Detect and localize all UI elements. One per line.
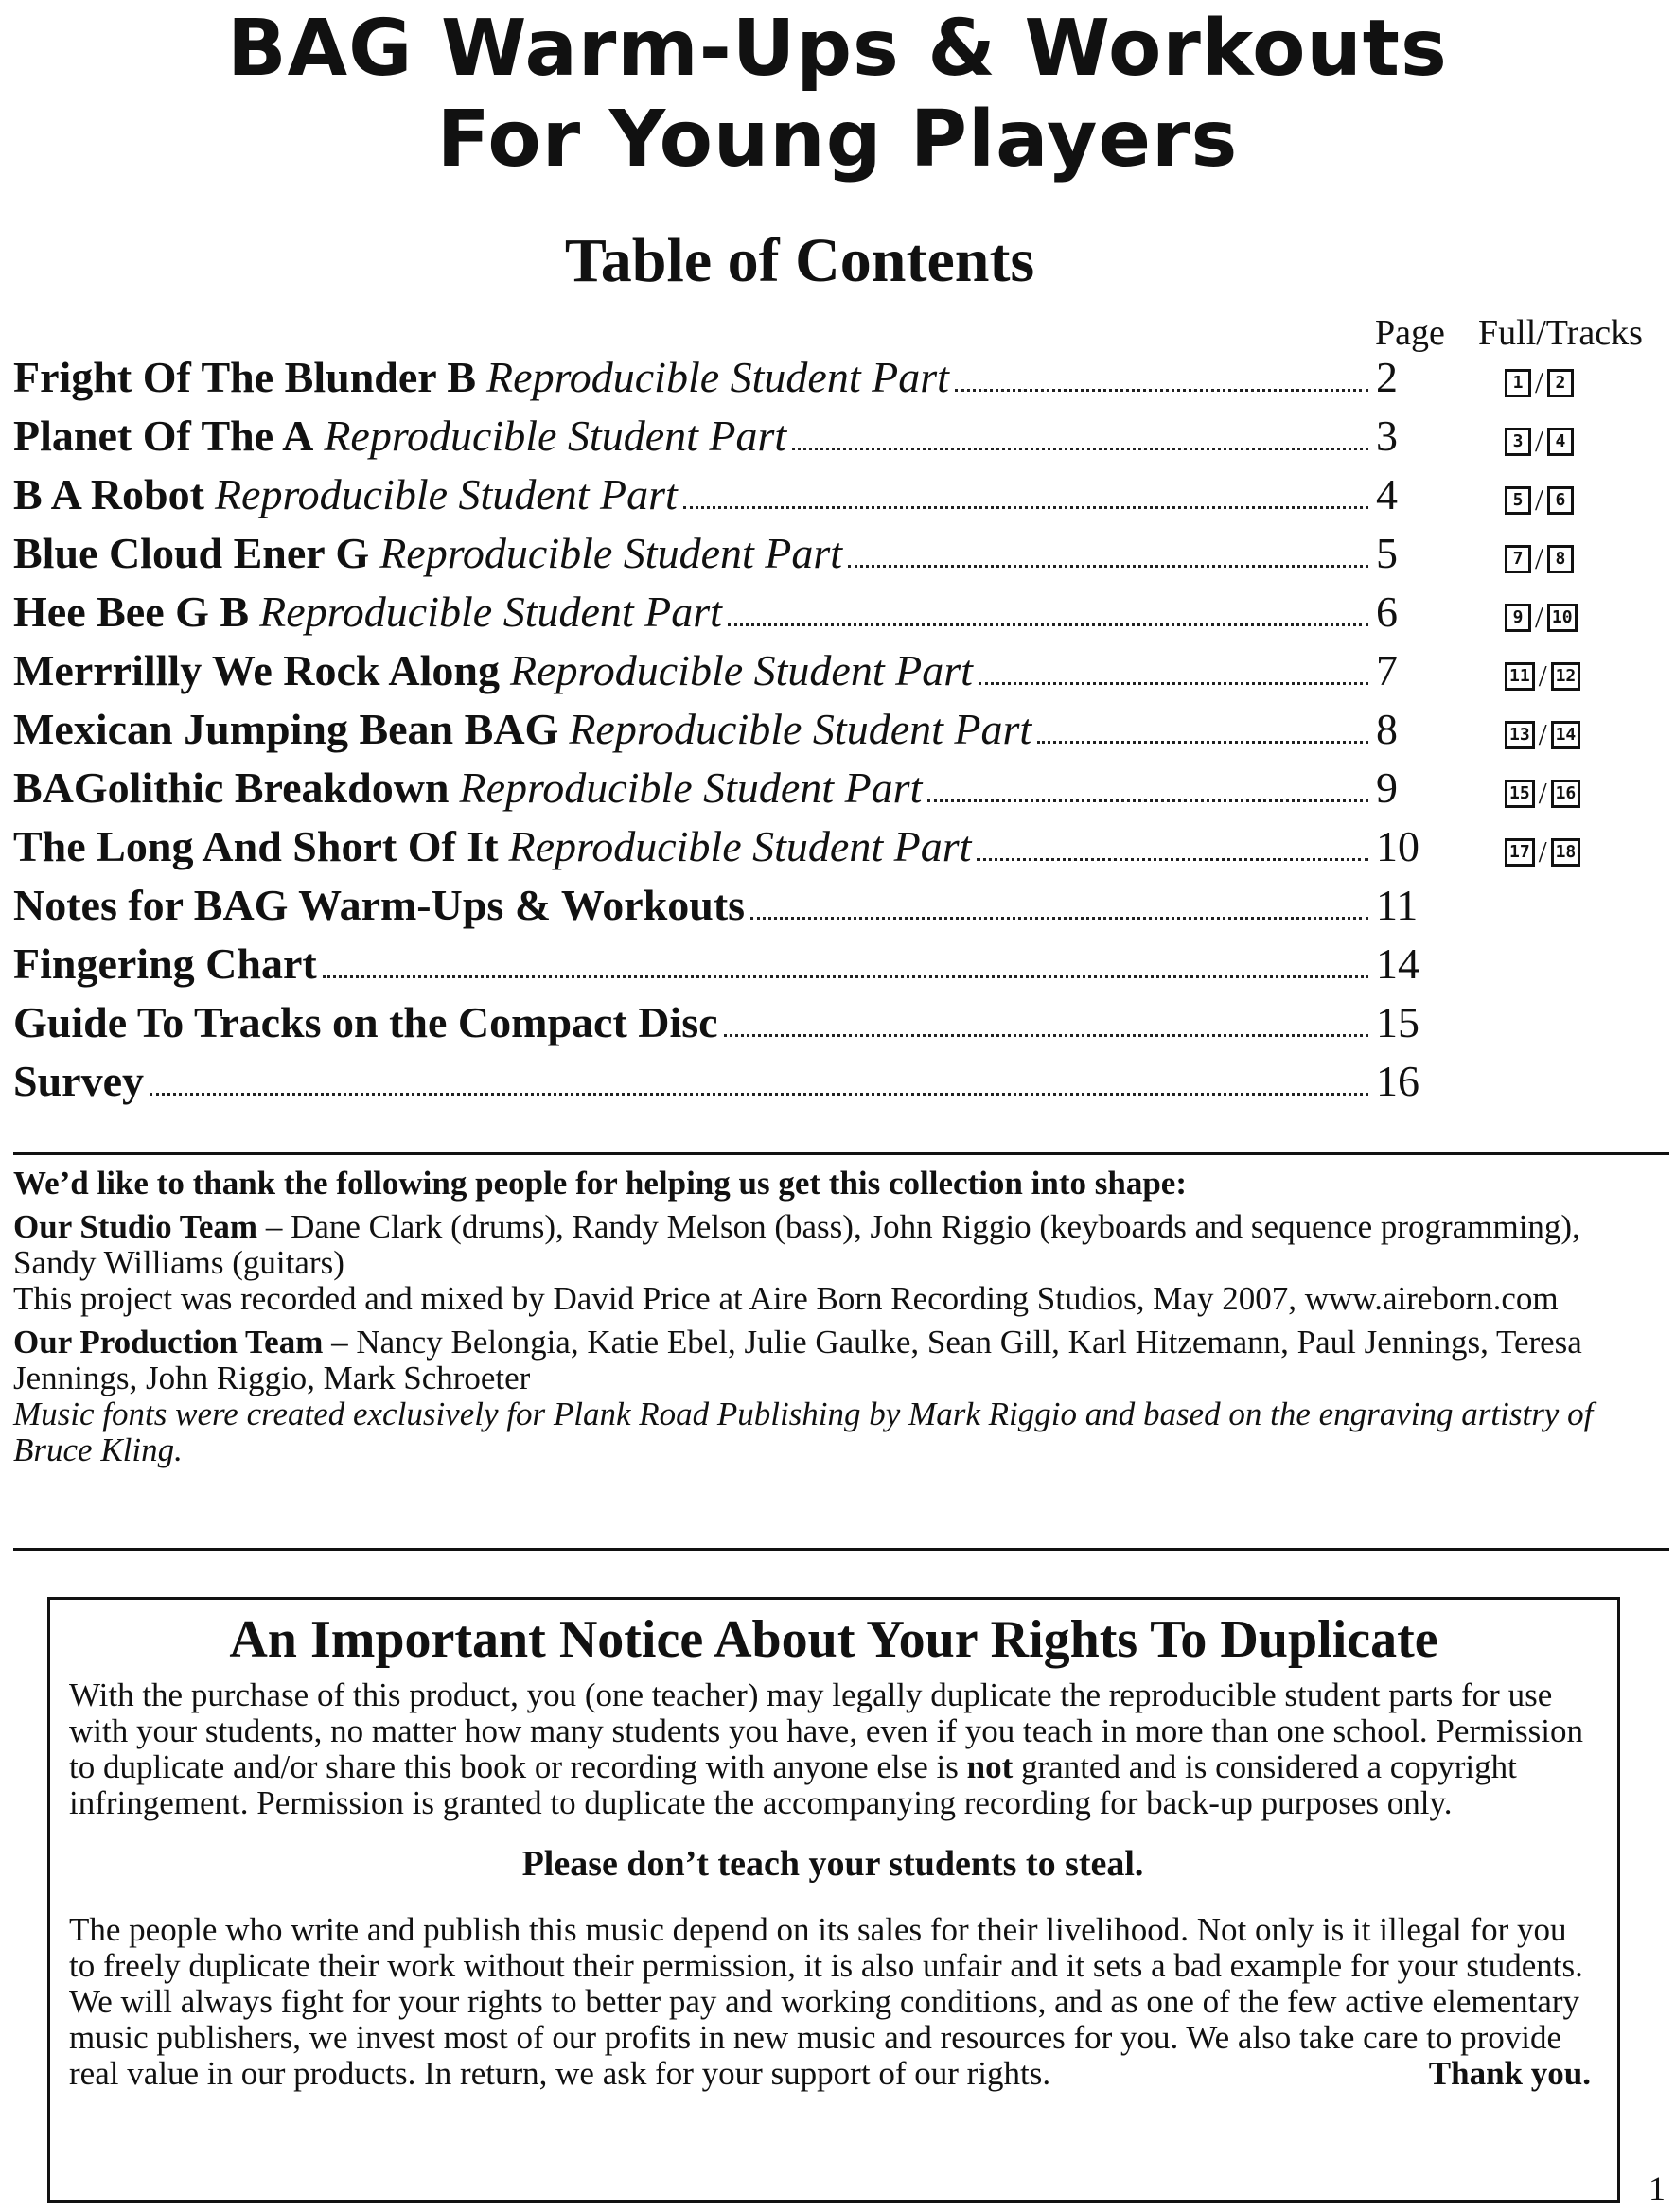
track-separator: / <box>1538 834 1547 869</box>
track-separator: / <box>1535 541 1543 575</box>
toc-subtitle: Reproducible Student Part <box>510 646 973 694</box>
recorded-text: This project was recorded and mixed by David Price at Aire Born Recording Studios, May 2007, www.aireborn.com <box>13 1280 1559 1317</box>
toc-row <box>13 763 1577 821</box>
steal-message: Please don’t teach your students to steal. <box>521 1844 1144 1884</box>
toc-tracks <box>1505 600 1578 635</box>
fonts-note: Music fonts were created exclusively for Plank Road Publishing by Mark Riggio and based on the engraving artistry of Bruce Kling. <box>13 1396 1594 1468</box>
notice-text: granted and is considered a copyright infringement. Permission is granted to duplicate the accompanying recording for back-up purposes only. <box>69 1748 1517 1821</box>
notice-text: The people who write and publish this music depend on its sales for their livelihood. Not only is it illegal for you to freely duplicate their work without their permission, it is also unfair and it sets a bad example for your students. We will always fight for your rights to better pay and working conditions, and as one of the few active elementary music publishers, we invest most of our profits in new music and resources for you. We also take care to provide real value in our products. In return, we ask for your support of our rights. <box>69 1911 1583 2092</box>
toc-title: Merrrillly We Rock Along <box>13 646 501 694</box>
column-header-page: Page <box>1375 313 1445 353</box>
track-separator: / <box>1538 717 1547 751</box>
accompaniment-track-number: 10 <box>1547 604 1578 632</box>
toc-tracks <box>1505 717 1580 752</box>
toc-subtitle: Reproducible Student Part <box>324 412 787 460</box>
credits-intro: We’d like to thank the following people for helping us get this collection into shape: <box>13 1165 1187 1202</box>
table-of-contents <box>13 352 1577 1115</box>
notice-body <box>50 1677 1617 2092</box>
toc-tracks <box>1505 658 1580 693</box>
toc-page-number: 16 <box>1376 1057 1419 1105</box>
toc-title: Fingering Chart <box>13 939 317 988</box>
notice-title: An Important Notice About Your Rights To Duplicate <box>229 1610 1438 1669</box>
full-track-number: 7 <box>1505 545 1531 573</box>
toc-subtitle: Reproducible Student Part <box>486 353 949 401</box>
notice-emphasis: not <box>966 1748 1014 1785</box>
toc-page-number: 7 <box>1376 646 1398 694</box>
production-team-label: Our Production Team <box>13 1324 324 1361</box>
full-track-number: 1 <box>1505 369 1531 397</box>
accompaniment-track-number: 12 <box>1551 662 1581 691</box>
toc-heading: Table of Contents <box>564 226 1035 295</box>
toc-title: The Long And Short Of It <box>13 822 499 870</box>
toc-row <box>13 939 1433 997</box>
full-track-number: 15 <box>1505 780 1535 808</box>
full-track-number: 13 <box>1505 721 1535 749</box>
toc-page-number: 3 <box>1376 412 1398 460</box>
toc-row <box>13 704 1577 763</box>
toc-title: Hee Bee G B <box>13 588 250 636</box>
toc-title: Fright Of The Blunder B <box>13 353 477 401</box>
track-separator: / <box>1535 424 1543 458</box>
full-track-number: 17 <box>1505 838 1535 867</box>
toc-page-number: 2 <box>1376 353 1398 401</box>
toc-subtitle: Reproducible Student Part <box>459 764 923 812</box>
toc-row <box>13 528 1566 587</box>
toc-row <box>13 645 1577 704</box>
rights-notice-box <box>47 1597 1620 2203</box>
toc-tracks <box>1505 483 1574 518</box>
toc-row <box>13 469 1566 528</box>
track-separator: / <box>1535 365 1543 399</box>
notice-paragraph-2 <box>69 1912 1596 2092</box>
toc-title: BAGolithic Breakdown <box>13 764 450 812</box>
toc-tracks <box>1505 776 1580 811</box>
toc-tracks <box>1505 424 1574 459</box>
track-separator: / <box>1535 483 1543 517</box>
dot-leader <box>792 448 1368 450</box>
dot-leader <box>150 1093 1368 1096</box>
toc-subtitle: Reproducible Student Part <box>569 705 1032 753</box>
title-line-2: For Young Players <box>436 95 1239 184</box>
toc-page-number: 15 <box>1376 998 1419 1046</box>
thank-you: Thank you. <box>1428 2055 1591 2092</box>
accompaniment-track-number: 4 <box>1547 428 1574 456</box>
toc-tracks <box>1505 365 1574 400</box>
credits-section <box>13 1166 1641 1476</box>
toc-page-number: 9 <box>1376 764 1398 812</box>
toc-page-number: 5 <box>1376 529 1398 577</box>
track-separator: / <box>1538 658 1547 693</box>
toc-tracks <box>1505 834 1580 869</box>
toc-row <box>13 411 1566 469</box>
dot-leader <box>955 389 1368 392</box>
production-team-text: – Nancy Belongia, Katie Ebel, Julie Gaulke, Sean Gill, Karl Hitzemann, Paul Jennings, Teresa Jennings, John Riggio, Mark Schroeter <box>13 1324 1582 1396</box>
column-header-tracks: Full/Tracks <box>1478 313 1643 353</box>
studio-team <box>13 1209 1641 1317</box>
accompaniment-track-number: 8 <box>1547 545 1574 573</box>
dot-leader <box>323 975 1368 978</box>
studio-team-label: Our Studio Team <box>13 1208 258 1245</box>
page-number: 1 <box>1649 2169 1666 2207</box>
book-title <box>0 4 1675 185</box>
dot-leader <box>683 506 1368 509</box>
track-separator: / <box>1535 600 1543 634</box>
toc-subtitle: Reproducible Student Part <box>508 822 972 870</box>
toc-title: Blue Cloud Ener G <box>13 529 370 577</box>
track-separator: / <box>1538 776 1547 810</box>
toc-row <box>13 352 1566 411</box>
toc-subtitle: Reproducible Student Part <box>214 470 678 518</box>
full-track-number: 9 <box>1505 604 1531 632</box>
toc-subtitle: Reproducible Student Part <box>379 529 843 577</box>
dot-leader <box>750 917 1368 920</box>
full-track-number: 3 <box>1505 428 1531 456</box>
dot-leader <box>848 565 1368 568</box>
notice-paragraph-1 <box>69 1677 1596 1821</box>
toc-title: Guide To Tracks on the Compact Disc <box>13 998 718 1046</box>
dot-leader <box>979 682 1368 685</box>
toc-page-number: 14 <box>1376 939 1419 988</box>
accompaniment-track-number: 2 <box>1547 369 1574 397</box>
toc-page-number: 10 <box>1376 822 1419 870</box>
toc-tracks <box>1505 541 1574 576</box>
dot-leader <box>927 799 1368 802</box>
studio-team-text: – Dane Clark (drums), Randy Melson (bass), John Riggio (keyboards and sequence programming), Sandy Williams (guitars) <box>13 1208 1580 1281</box>
full-track-number: 5 <box>1505 486 1531 515</box>
toc-row <box>13 587 1573 645</box>
toc-title: Mexican Jumping Bean BAG <box>13 705 559 753</box>
toc-row <box>13 880 1433 939</box>
full-track-number: 11 <box>1505 662 1535 691</box>
toc-page-number: 8 <box>1376 705 1398 753</box>
toc-subtitle: Reproducible Student Part <box>259 588 722 636</box>
toc-row <box>13 997 1433 1056</box>
toc-title: Survey <box>13 1057 144 1105</box>
dot-leader <box>728 623 1368 626</box>
toc-row <box>13 1056 1433 1115</box>
accompaniment-track-number: 18 <box>1551 838 1581 867</box>
accompaniment-track-number: 16 <box>1551 780 1581 808</box>
toc-page-number: 11 <box>1376 881 1419 929</box>
dot-leader <box>724 1034 1368 1037</box>
toc-title: B A Robot <box>13 470 204 518</box>
title-line-1: BAG Warm-Ups & Workouts <box>227 4 1448 94</box>
production-team <box>13 1325 1641 1468</box>
dot-leader <box>1037 741 1368 744</box>
toc-page-number: 4 <box>1376 470 1398 518</box>
toc-title: Notes for BAG Warm-Ups & Workouts <box>13 881 746 929</box>
accompaniment-track-number: 6 <box>1547 486 1574 515</box>
divider <box>13 1548 1669 1551</box>
divider <box>13 1152 1669 1155</box>
notice-text: With the purchase of this product, you (one teacher) may legally duplicate the reproducible student parts for use with your students, no matter how many students you have, even if you teach in more than one school. Permission to duplicate and/or share this book or recording with anyone else is <box>69 1677 1583 1785</box>
dot-leader <box>977 858 1368 861</box>
toc-row <box>13 821 1577 880</box>
toc-page-number: 6 <box>1376 588 1398 636</box>
accompaniment-track-number: 14 <box>1551 721 1581 749</box>
toc-title: Planet Of The A <box>13 412 314 460</box>
